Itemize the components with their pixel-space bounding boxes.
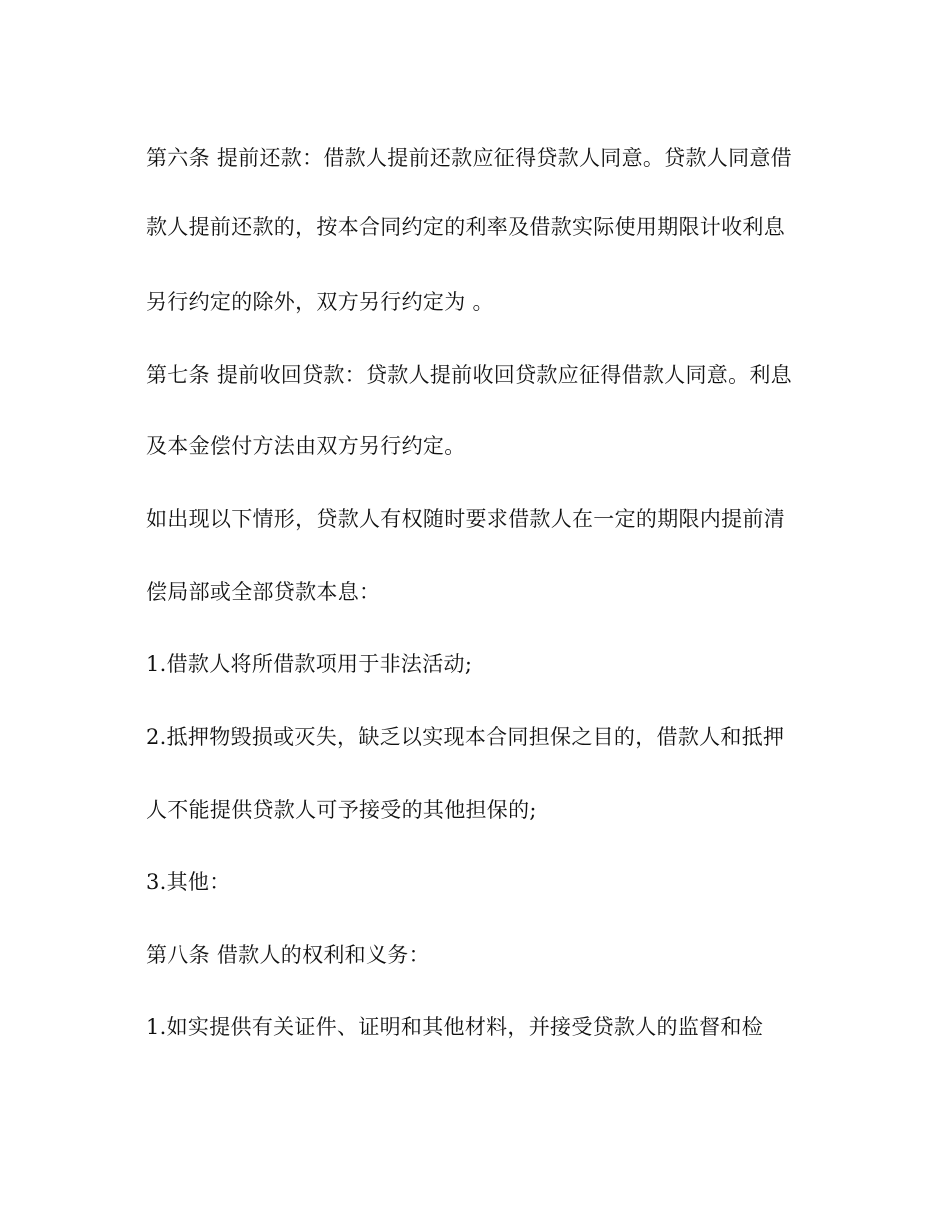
- text-line: 第七条 提前收回贷款：贷款人提前收回贷款应征得借款人同意。利息: [146, 363, 792, 387]
- text-line: 第八条 借款人的权利和义务：: [146, 943, 430, 967]
- text-line: 3.其他：: [146, 870, 231, 894]
- text-line: 如出现以下情形，贷款人有权随时要求借款人在一定的期限内提前清: [146, 507, 785, 531]
- text-line: 及本金偿付方法由双方另行约定。: [146, 434, 466, 458]
- text-line: 1.借款人将所借款项用于非法活动;: [146, 652, 473, 676]
- text-line: 人不能提供贷款人可予接受的其他担保的;: [146, 798, 537, 822]
- text-line: 款人提前还款的，按本合同约定的利率及借款实际使用期限计收利息: [146, 215, 785, 239]
- text-line: 第六条 提前还款：借款人提前还款应征得贷款人同意。贷款人同意借: [146, 146, 792, 170]
- text-line: 1.如实提供有关证件、证明和其他材料，并接受贷款人的监督和检: [146, 1015, 764, 1039]
- text-line: 另行约定的除外，双方另行约定为 。: [146, 290, 494, 314]
- text-line: 偿局部或全部贷款本息：: [146, 580, 381, 604]
- text-line: 2.抵押物毁损或灭失，缺乏以实现本合同担保之目的，借款人和抵押: [146, 725, 785, 749]
